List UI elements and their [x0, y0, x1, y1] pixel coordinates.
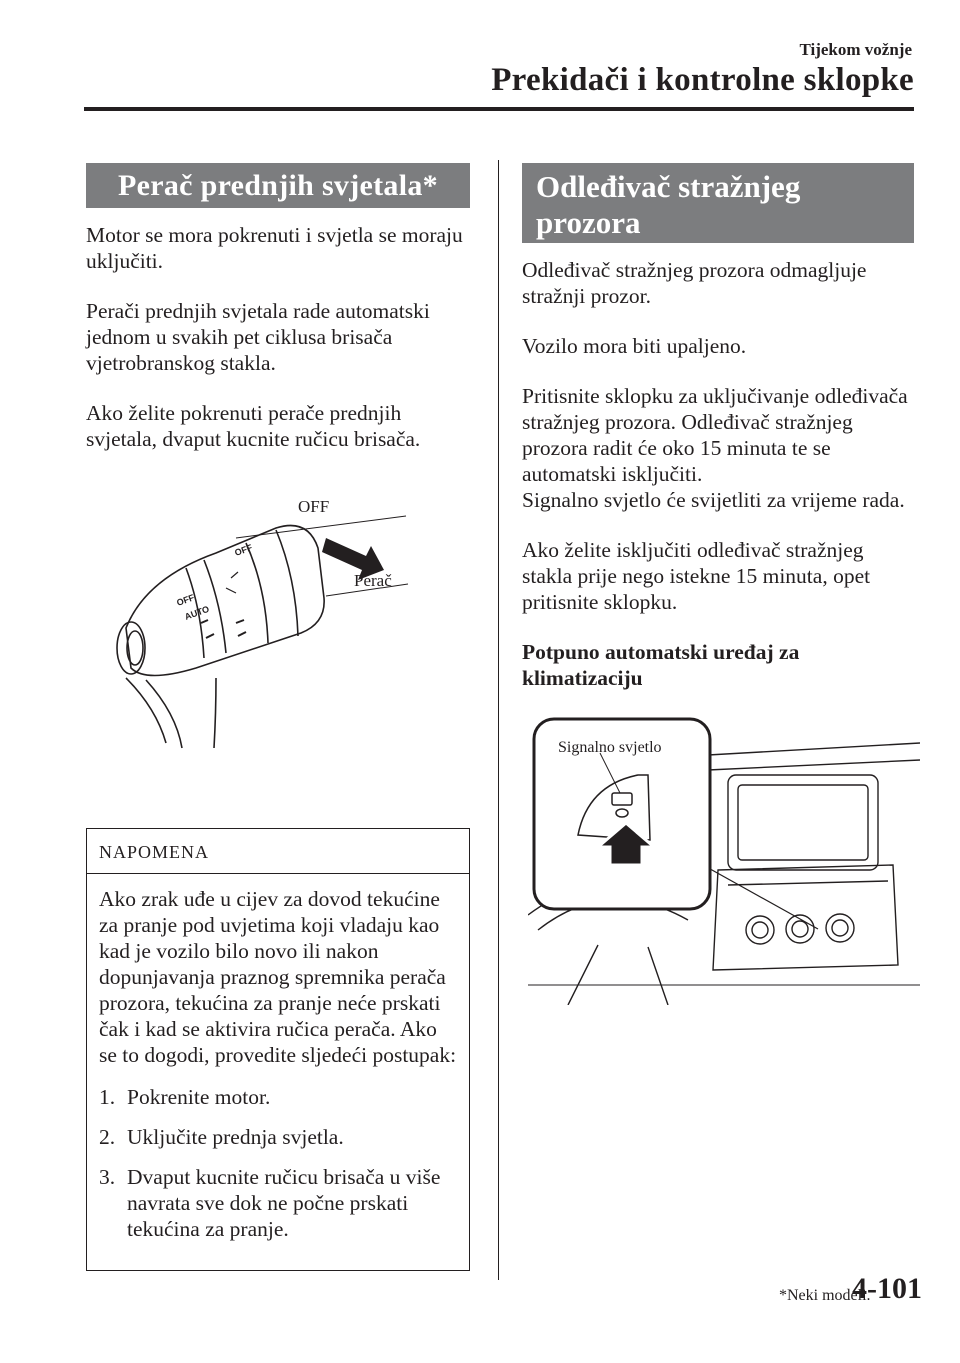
right-column	[522, 163, 914, 1005]
note-title: NAPOMENA	[87, 829, 469, 874]
paragraph: Vozilo mora biti upaljeno.	[522, 334, 747, 358]
paragraph: Pritisnite sklopku za uključivanje odleđivača stražnjeg prozora. Odleđivač stražnjeg prozora radit će oko 15 minuta te se automatski isključiti.	[522, 384, 908, 486]
page-number: 4-101	[852, 1272, 922, 1305]
paragraph: Perači prednjih svjetala rade automatski jednom u svakih pet ciklusa brisača vjetrobranskog stakla.	[86, 299, 430, 375]
paragraph: Ako želite isključiti odleđivač stražnjeg stakla prije nego istekne 15 minuta, opet pritisnite sklopku.	[522, 538, 871, 614]
column-divider	[498, 160, 499, 1280]
wiper-stalk-illustration	[86, 497, 470, 758]
subheading: Potpuno automatski uređaj za klimatizaciju	[522, 640, 800, 690]
paragraph: Ako želite pokrenuti perače prednjih svjetala, dvaput kucnite ručicu brisača.	[86, 401, 421, 451]
note-intro: Ako zrak uđe u cijev za dovod tekućine za pranje pod uvjetima koji vladaju kao kad je vozilo bilo novo ili nakon dopunjavanja praznog spremnika perača prozora, tekućina za pranje neće prskati čak i kad se aktivira ručica perača. Ako se to dogodi, provedite sljedeći postupak:	[99, 887, 457, 1067]
header-rule	[84, 107, 914, 111]
note-step: 1. Pokrenite motor.	[99, 1085, 271, 1109]
wiper-stalk-drawing	[86, 508, 470, 758]
section-title: Prekidači i kontrolne sklopke	[491, 62, 914, 98]
headlight-washer-heading: Perač prednjih svjetala*	[86, 163, 470, 208]
climate-control-illustration	[528, 715, 920, 1005]
paragraph: Signalno svjetlo će svijetliti za vrijeme rada.	[522, 488, 905, 512]
label-washer: Perač	[354, 571, 392, 590]
svg-text:AUTO: AUTO	[183, 603, 211, 622]
rear-defroster-heading: Odleđivač stražnjeg prozora	[522, 163, 914, 243]
note-step: 3. Dvaput kucnite ručicu brisača u više navrata sve dok ne počne prskati tekućina za pranje.	[99, 1165, 441, 1241]
left-column	[86, 163, 470, 1271]
note-step: 2. Uključite prednja svjetla.	[99, 1125, 344, 1149]
svg-text:OFF: OFF	[233, 542, 254, 558]
chapter-title: Tijekom vožnje	[799, 40, 912, 59]
note-steps	[99, 1084, 457, 1242]
paragraph: Motor se mora pokrenuti i svjetla se moraju uključiti.	[86, 223, 463, 273]
paragraph: Odleđivač stražnjeg prozora odmagljuje stražnji prozor.	[522, 258, 867, 308]
svg-text:OFF: OFF	[175, 592, 196, 608]
label-indicator: Signalno svjetlo	[558, 739, 662, 756]
footnote: *Neki modeli.	[779, 1287, 871, 1304]
label-off: OFF	[298, 497, 330, 516]
note-box	[86, 828, 470, 1271]
